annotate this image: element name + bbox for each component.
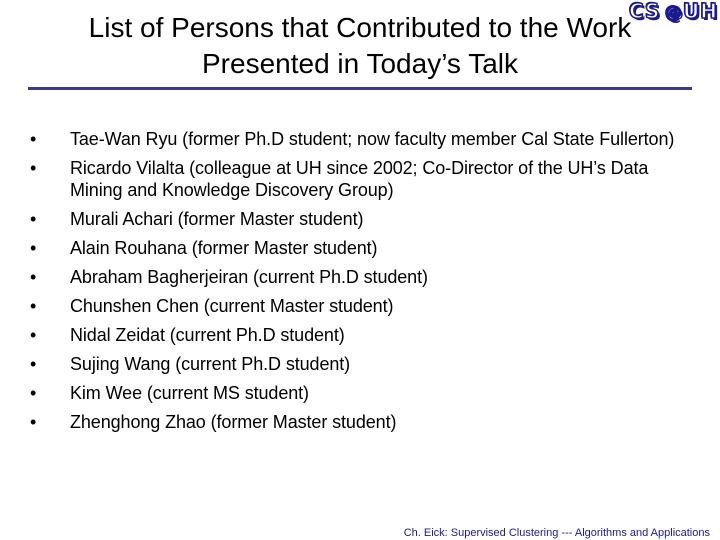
bullet-icon: • xyxy=(30,238,37,258)
bullet-icon: • xyxy=(30,209,37,229)
list-item: • Nidal Zeidat (current Ph.D student) xyxy=(30,325,345,345)
list-item: • Ricardo Vilalta (colleague at UH since 2002; Co-Director of the UH’s Data Mining and Knowledge Discovery Group) xyxy=(30,158,649,200)
list-item: • Kim Wee (current MS student) xyxy=(30,383,309,403)
list-item: • Sujing Wang (current Ph.D student) xyxy=(30,354,351,374)
bullet-icon: • xyxy=(30,129,37,149)
logo-uh-text: @UH xyxy=(665,0,718,23)
bullet-icon: • xyxy=(30,158,37,178)
slide-title xyxy=(20,10,700,82)
logo-cs-text: CS xyxy=(629,0,661,23)
list-item: • Chunshen Chen (current Master student) xyxy=(30,296,394,316)
list-item: • Zhenghong Zhao (former Master student) xyxy=(30,412,397,432)
list-item: • Murali Achari (former Master student) xyxy=(30,209,364,229)
title-divider xyxy=(28,87,692,90)
bullet-icon: • xyxy=(30,325,37,345)
bullet-icon: • xyxy=(30,267,37,287)
contributors-list xyxy=(28,128,700,440)
bullet-icon: • xyxy=(30,383,37,403)
bullet-icon: • xyxy=(30,354,37,374)
list-item: • Abraham Bagherjeiran (current Ph.D student) xyxy=(30,267,428,287)
list-item: • Alain Rouhana (former Master student) xyxy=(30,238,378,258)
bullet-icon: • xyxy=(30,296,37,316)
slide-title-line-1: List of Persons that Contributed to the Work xyxy=(88,12,632,43)
bullet-icon: • xyxy=(30,412,37,432)
slide-footer: Ch. Eick: Supervised Clustering --- Algorithms and Applications xyxy=(403,527,710,539)
list-item: • Tae-Wan Ryu (former Ph.D student; now faculty member Cal State Fullerton) xyxy=(30,129,675,149)
slide-title-line-2: Presented in Today’s Talk xyxy=(202,48,518,79)
